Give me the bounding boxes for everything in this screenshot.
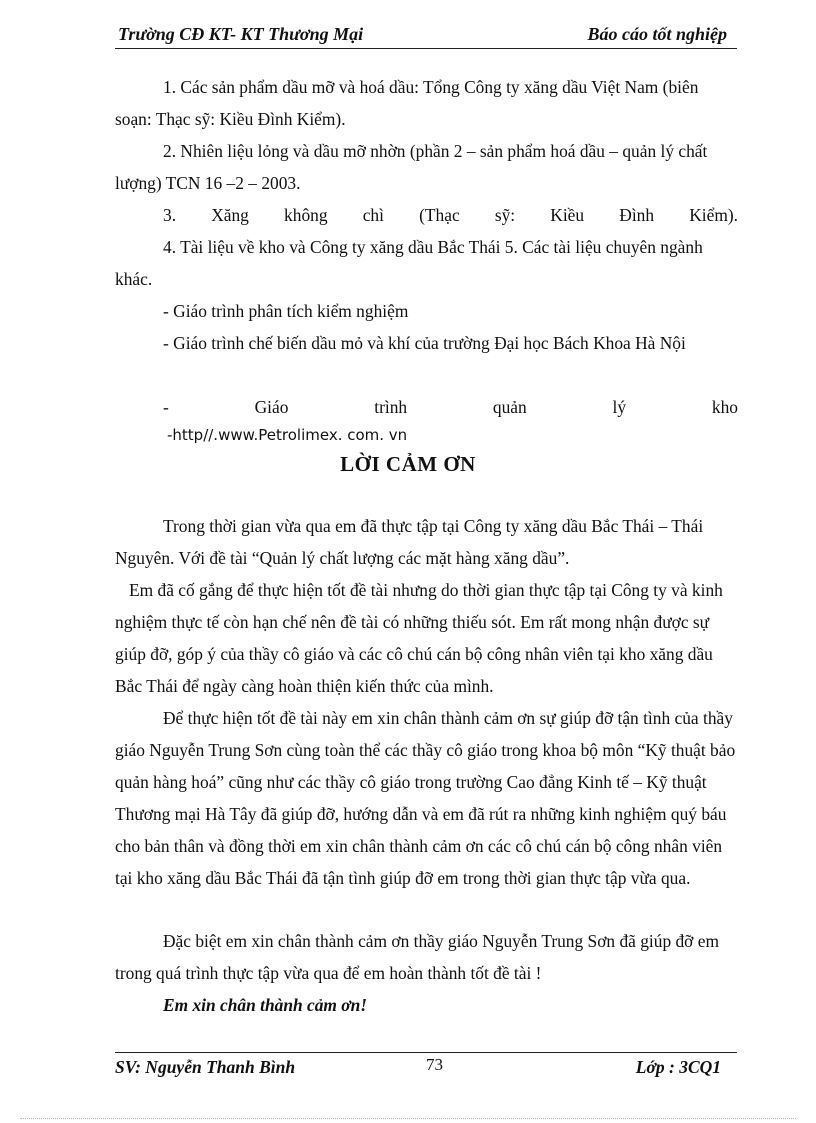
reference-item-1: 1. Các sản phẩm dầu mỡ và hoá dầu: Tổng Công ty xăng dầu Việt Nam (biên soạn: Thạc sỹ: Kiều Đình Kiểm). xyxy=(115,77,699,129)
reference-item-4: 4. Tài liệu về kho và Công ty xăng dầu Bắc Thái 5. Các tài liệu chuyên ngành khác. xyxy=(115,237,703,289)
header-school: Trường CĐ KT- KT Thương Mại xyxy=(118,24,364,44)
header-report-type: Báo cáo tốt nghiệp xyxy=(587,24,727,44)
closing-thanks: Em xin chân thành cảm ơn! xyxy=(163,995,368,1015)
reference-item-2: 2. Nhiên liệu lỏng và dầu mỡ nhờn (phần 2 – sản phẩm hoá dầu – quản lý chất lượng) TCN 16 –2 – 2003. xyxy=(115,141,708,193)
reference-item-3: 3. Xăng không chì (Thạc sỹ: Kiều Đình Kiểm). xyxy=(163,205,738,225)
paragraph-1: Trong thời gian vừa qua em đã thực tập tại Công ty xăng dầu Bắc Thái – Thái Nguyên. Với đề tài “Quản lý chất lượng các mặt hàng xăng dầu”. xyxy=(115,516,704,568)
page-title: LỜI CẢM ƠN xyxy=(340,452,476,476)
reference-item-6: - Giáo trình chế biến dầu mỏ và khí của trường Đại học Bách Khoa Hà Nội xyxy=(163,333,686,353)
footer-class: Lớp : 3CQ1 xyxy=(635,1057,721,1077)
footer-student: SV: Nguyễn Thanh Bình xyxy=(115,1057,296,1077)
paragraph-2: Em đã cố gắng để thực hiện tốt đề tài nhưng do thời gian thực tập tại Công ty và kinh nghiệm thực tế còn hạn chế nên đề tài có những thiếu sót. Em rất mong nhận được sự giúp đỡ, góp ý của thầy cô giáo và các cô chú cán bộ công nhân viên tại kho xăng dầu Bắc Thái để ngày càng hoàn thiện kiến thức của mình. xyxy=(115,580,723,696)
reference-item-5: - Giáo trình phân tích kiểm nghiệm xyxy=(163,301,409,321)
paragraph-3: Để thực hiện tốt đề tài này em xin chân thành cảm ơn sự giúp đỡ tận tình của thầy giáo Nguyễn Trung Sơn cùng toàn thể các thầy cô giáo trong khoa bộ môn “Kỹ thuật bảo quản hàng hoá” cũng như các thầy cô giáo trong trường Cao đẳng Kinh tế – Kỹ thuật Thương mại Hà Tây đã giúp đỡ, hướng dẫn và em đã rút ra những kinh nghiệm quý báu cho bản thân và đồng thời em xin chân thành cảm ơn các cô chú cán bộ công nhân viên tại kho xăng dầu Bắc Thái đã tận tình giúp đỡ em trong thời gian thực tập vừa qua. xyxy=(115,708,736,888)
reference-item-7: - Giáo trình quản lý kho xyxy=(163,397,738,417)
page-header xyxy=(115,22,737,49)
page-edge-divider xyxy=(20,1118,796,1119)
reference-url: -http//.www.Petrolimex. com. vn xyxy=(167,426,408,444)
page-number: 73 xyxy=(426,1055,443,1074)
page-footer xyxy=(115,1052,737,1077)
paragraph-4: Đặc biệt em xin chân thành cảm ơn thầy giáo Nguyễn Trung Sơn đã giúp đỡ em trong quá trình thực tập vừa qua để em hoàn thành tốt đề tài ! xyxy=(115,931,719,983)
